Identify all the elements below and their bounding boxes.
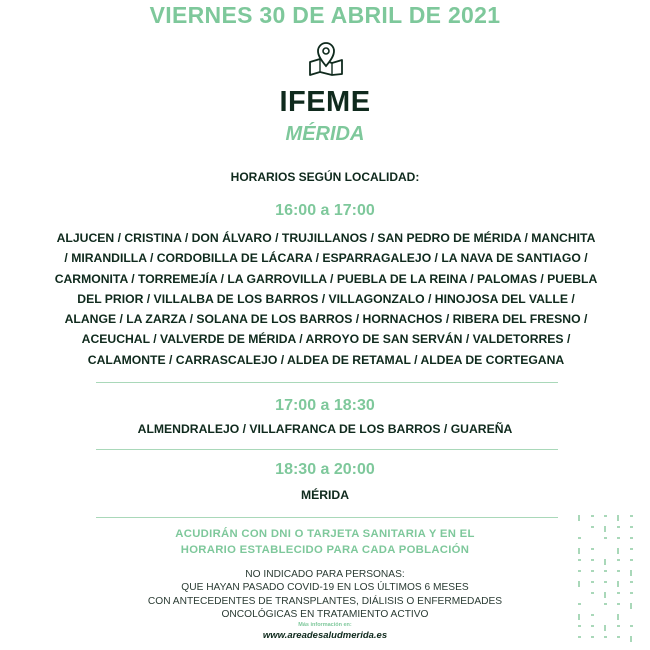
pattern-dot: [591, 515, 594, 517]
pattern-dot: [630, 526, 633, 528]
pattern-dot: [604, 537, 607, 539]
venue-name: IFEME: [279, 86, 371, 118]
slot-towns-3: MÉRIDA: [300, 488, 350, 502]
notice-line: ACUDIRÁN CON DNI O TARJETA SANITARIA Y EN EL: [175, 528, 475, 540]
notice-line: HORARIO ESTABLECIDO PARA CADA POBLACIÓN: [180, 544, 470, 556]
pattern-dot: [604, 636, 607, 638]
pattern-dot: [617, 581, 619, 587]
slot-towns-2: ALMENDRALEJO / VILLAFRANCA DE LOS BARROS / GUAREÑA: [137, 422, 513, 436]
towns-line: DEL PRIOR / VILLALBA DE LOS BARROS / VILLAGONZALO / HINOJOSA DEL VALLE /: [77, 291, 575, 306]
pattern-dot: [630, 515, 633, 517]
pattern-dot: [630, 581, 633, 583]
pattern-dot: [578, 581, 580, 587]
pattern-dot: [617, 592, 620, 594]
towns-line: ACEUCHAL / VALVERDE DE MÉRIDA / ARROYO DE SAN SERVÁN / VALDETORRES /: [81, 332, 571, 347]
pattern-dot: [591, 559, 594, 561]
pattern-dot: [604, 515, 607, 517]
pattern-dot: [578, 570, 581, 572]
slot-time-1: 16:00 a 17:00: [275, 202, 375, 219]
pattern-dot: [617, 570, 620, 572]
pattern-dot: [604, 581, 607, 583]
pattern-dot: [578, 603, 581, 605]
pattern-dot: [591, 526, 594, 528]
pattern-dot: [630, 625, 633, 627]
pattern-dot: [578, 559, 581, 561]
divider: [96, 382, 558, 383]
pattern-dot: [630, 636, 632, 642]
towns-line: / MIRANDILLA / CORDOBILLA DE LÁCARA / ESPARRAGALEJO / LA NAVA DE SANTIAGO /: [64, 251, 588, 266]
pattern-dot: [591, 581, 594, 583]
pattern-dot: [604, 559, 606, 565]
pattern-dot: [591, 570, 594, 572]
not-indicated-title: NO INDICADO PARA PERSONAS:: [245, 569, 405, 580]
pattern-dot: [591, 592, 594, 594]
towns-line: CALAMONTE / CARRASCALEJO / ALDEA DE RETAMAL / ALDEA DE CORTEGANA: [87, 352, 565, 367]
towns-line: ALJUCEN / CRISTINA / DON ÁLVARO / TRUJILLANOS / SAN PEDRO DE MÉRIDA / MANCHITA: [56, 231, 596, 245]
pattern-dot: [604, 592, 606, 598]
pattern-dot: [578, 515, 580, 521]
pattern-dot: [604, 603, 607, 605]
map-pin-icon: [306, 40, 346, 76]
venue-city: MÉRIDA: [285, 123, 365, 145]
pattern-dot: [591, 614, 594, 616]
decorative-dot-pattern: [575, 512, 637, 647]
pattern-dot: [604, 570, 607, 572]
schedule-heading: HORARIOS SEGÚN LOCALIDAD:: [230, 170, 420, 184]
pattern-dot: [617, 548, 619, 554]
pattern-dot: [578, 625, 581, 627]
pattern-dot: [617, 526, 620, 528]
pattern-dot: [591, 548, 594, 550]
pattern-dot: [630, 570, 632, 576]
towns-line: CARMONITA / TORREMEJÍA / LA GARROVILLA / PUEBLA DE LA REINA / PALOMAS / PUEBLA: [54, 271, 598, 286]
pattern-dot: [578, 614, 580, 620]
pattern-dot: [617, 614, 619, 620]
pattern-dot: [630, 537, 633, 539]
more-info-label: Más información en:: [298, 622, 352, 628]
not-indicated-line: QUE HAYAN PASADO COVID-19 EN LOS ÚLTIMOS 6 MESES: [181, 582, 469, 594]
pattern-dot: [604, 526, 606, 532]
not-indicated-line: ONCOLÓGICAS EN TRATAMIENTO ACTIVO: [221, 609, 429, 621]
event-date: VIERNES 30 DE ABRIL DE 2021: [149, 2, 501, 28]
pattern-dot: [617, 515, 619, 521]
slot-time-2: 17:00 a 18:30: [275, 397, 375, 414]
pattern-dot: [578, 548, 580, 554]
pattern-dot: [617, 636, 620, 638]
pattern-dot: [578, 537, 581, 539]
divider: [96, 449, 558, 450]
slot-towns-1: [40, 228, 612, 370]
pattern-dot: [617, 625, 620, 627]
not-indicated-line: CON ANTECEDENTES DE TRANSPLANTES, DIÁLISIS O ENFERMEDADES: [147, 595, 503, 607]
pattern-dot: [617, 559, 620, 561]
pattern-dot: [617, 537, 620, 539]
pattern-dot: [630, 592, 633, 594]
pattern-dot: [591, 625, 594, 627]
not-indicated-block: [0, 568, 650, 622]
pattern-dot: [617, 603, 620, 605]
pattern-dot: [630, 548, 633, 550]
pattern-dot: [630, 559, 633, 561]
id-notice: [0, 526, 650, 558]
slot-time-3: 18:30 a 20:00: [275, 461, 375, 478]
pattern-dot: [604, 625, 606, 631]
website-link[interactable]: www.areadesaludmerida.es: [262, 630, 388, 641]
divider: [96, 517, 558, 518]
towns-line: ALANGE / LA ZARZA / SOLANA DE LOS BARROS / HORNACHOS / RIBERA DEL FRESNO /: [64, 312, 588, 327]
pattern-dot: [591, 636, 594, 638]
pattern-dot: [630, 603, 632, 609]
pattern-dot: [578, 636, 581, 638]
